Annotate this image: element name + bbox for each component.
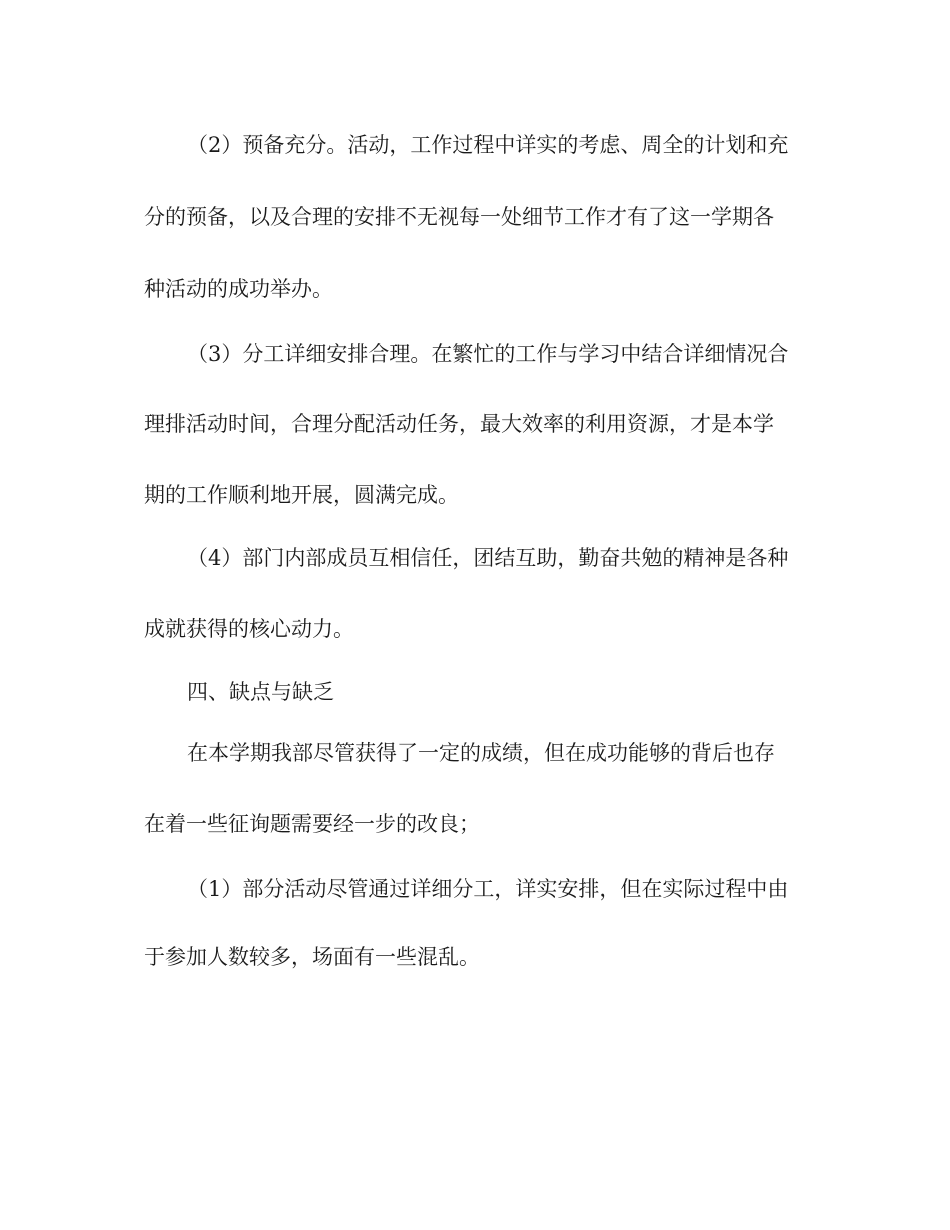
paragraph-4-line-2: 成就获得的核心动力。 [144, 617, 354, 641]
paragraph-5-line-2: 在着一些征询题需要经一步的改良； [144, 812, 480, 836]
paragraph-3-line-3: 期的工作顺利地开展，圆满完成。 [144, 483, 459, 507]
paragraph-2-line-3: 种活动的成功举办。 [144, 277, 333, 301]
paragraph-2-line-2: 分的预备，以及合理的安排不无视每一处细节工作才有了这一学期各 [144, 205, 774, 229]
paragraph-2-line-1: （2）预备充分。活动，工作过程中详实的考虑、周全的计划和充 [187, 133, 789, 157]
paragraph-6-line-2: 于参加人数较多，场面有一些混乱。 [144, 945, 480, 969]
paragraph-3-line-2: 理排活动时间，合理分配活动任务，最大效率的利用资源，才是本学 [144, 412, 774, 436]
paragraph-6-line-1: （1）部分活动尽管通过详细分工，详实安排，但在实际过程中由 [187, 877, 789, 901]
paragraph-3-line-1: （3）分工详细安排合理。在繁忙的工作与学习中结合详细情况合 [187, 342, 789, 366]
paragraph-4-line-1: （4）部门内部成员互相信任，团结互助，勤奋共勉的精神是各种 [187, 546, 789, 570]
section-heading: 四、缺点与缺乏 [187, 680, 334, 704]
paragraph-5-line-1: 在本学期我部尽管获得了一定的成绩，但在成功能够的背后也存 [187, 741, 775, 765]
